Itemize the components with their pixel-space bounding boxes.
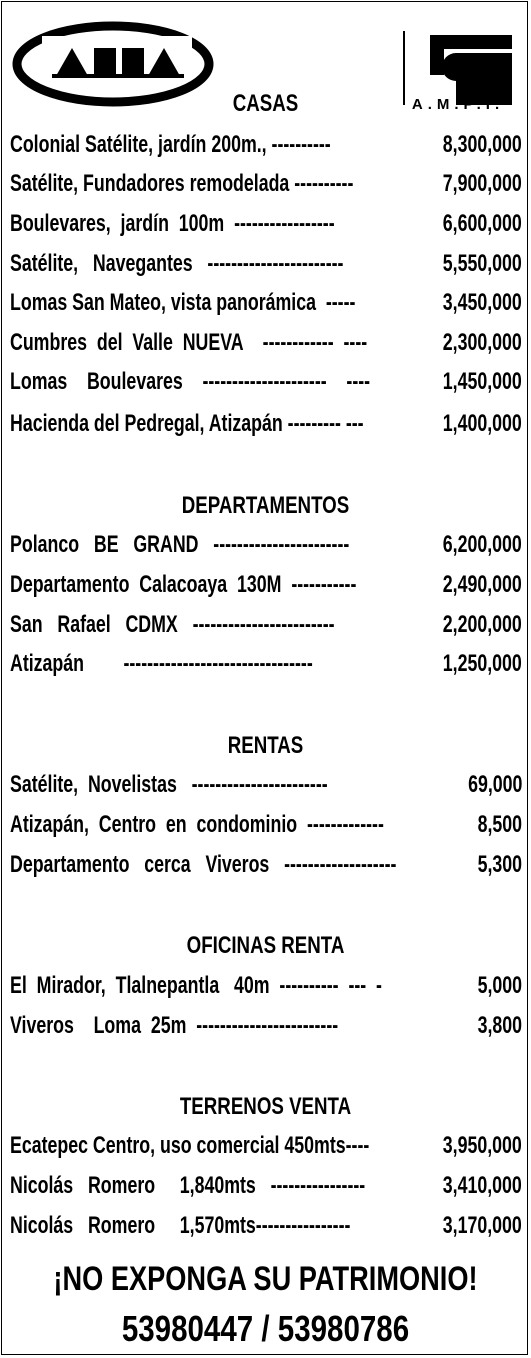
listing-price: 5,550,000 — [442, 250, 522, 277]
listing-price: 7,900,000 — [442, 170, 522, 197]
phone-numbers: 53980447 / 53980786 — [121, 1308, 410, 1349]
listing-price: 69,000 — [467, 771, 522, 798]
listing-row — [10, 1132, 522, 1166]
listing-desc: Ecatepec Centro, uso comercial 450mts---- — [10, 1132, 370, 1159]
listing-row — [10, 811, 522, 845]
listing-price: 6,600,000 — [442, 210, 522, 237]
listing-price: 3,800 — [477, 1012, 522, 1039]
section-title-rentas: RENTAS — [227, 732, 304, 759]
listing-price: 1,450,000 — [442, 368, 522, 395]
section-title-casas: CASAS — [232, 90, 299, 117]
listing-price: 5,000 — [477, 972, 522, 999]
listing-desc: Departamento cerca Viveros ------------------- — [10, 851, 397, 878]
listing-price: 3,450,000 — [442, 289, 522, 316]
listing-price: 3,950,000 — [442, 1132, 522, 1159]
section-title-oficinas: OFICINAS RENTA — [186, 932, 345, 959]
listing-price: 1,400,000 — [442, 410, 522, 437]
listing-row — [10, 1212, 522, 1246]
listing-desc: Atizapán -------------------------------- — [10, 650, 313, 677]
listing-desc: Polanco BE GRAND ----------------------- — [10, 531, 350, 558]
listing-row — [10, 1172, 522, 1206]
listing-price: 8,300,000 — [442, 131, 522, 158]
listing-row — [10, 250, 522, 284]
listing-price: 6,200,000 — [442, 531, 522, 558]
listing-price: 5,300 — [477, 851, 522, 878]
listing-price: 8,500 — [477, 811, 522, 838]
ampi-logo-text: A.M.P.I. — [411, 96, 505, 113]
listing-desc: Satélite, Navegantes ----------------------- — [10, 250, 344, 277]
listing-desc: Atizapán, Centro en condominio ------------- — [10, 811, 384, 838]
listing-desc: El Mirador, Tlalnepantla 40m ---------- --- - — [10, 972, 382, 999]
listing-price: 3,170,000 — [442, 1212, 522, 1239]
listing-row — [10, 131, 522, 165]
listing-row — [10, 368, 522, 402]
listing-row — [10, 170, 522, 204]
listing-row — [10, 329, 522, 363]
listing-row — [10, 771, 522, 805]
listing-row — [10, 210, 522, 244]
listing-desc: Cumbres del Valle NUEVA ------------ ---- — [10, 329, 368, 356]
listing-row — [10, 1012, 522, 1046]
listing-row — [10, 611, 522, 645]
listing-desc: Nicolás Romero 1,840mts ---------------- — [10, 1172, 366, 1199]
slogan: ¡NO EXPONGA SU PATRIMONIO! — [53, 1260, 478, 1298]
section-title-departamentos: DEPARTAMENTOS — [181, 492, 350, 519]
listing-row — [10, 289, 522, 323]
listing-row — [10, 650, 522, 684]
listing-desc: Satélite, Novelistas ----------------------- — [10, 771, 328, 798]
listing-row — [10, 531, 522, 565]
listing-desc: Satélite, Fundadores remodelada ---------- — [10, 170, 354, 197]
listing-desc: Nicolás Romero 1,570mts---------------- — [10, 1212, 351, 1239]
listing-desc: San Rafael CDMX ------------------------ — [10, 611, 335, 638]
section-title-terrenos: TERRENOS VENTA — [179, 1093, 352, 1120]
listing-price: 2,490,000 — [442, 571, 522, 598]
listing-price: 2,300,000 — [442, 329, 522, 356]
listing-row — [10, 571, 522, 605]
listing-desc: Colonial Satélite, jardín 200m., ---------- — [10, 131, 331, 158]
listing-desc: Viveros Loma 25m ------------------------ — [10, 1012, 339, 1039]
listing-row — [10, 972, 522, 1006]
listing-price: 2,200,000 — [442, 611, 522, 638]
listing-desc: Departamento Calacoaya 130M ----------- — [10, 571, 357, 598]
listing-price: 3,410,000 — [442, 1172, 522, 1199]
listing-desc: Lomas San Mateo, vista panorámica ----- — [10, 289, 356, 316]
listing-row — [10, 410, 522, 444]
listing-price: 1,250,000 — [442, 650, 522, 677]
listing-desc: Hacienda del Pedregal, Atizapán --------- --- — [10, 410, 364, 437]
listing-desc: Boulevares, jardín 100m ----------------- — [10, 210, 335, 237]
listing-row — [10, 851, 522, 885]
listing-desc: Lomas Boulevares --------------------- ---- — [10, 368, 371, 395]
